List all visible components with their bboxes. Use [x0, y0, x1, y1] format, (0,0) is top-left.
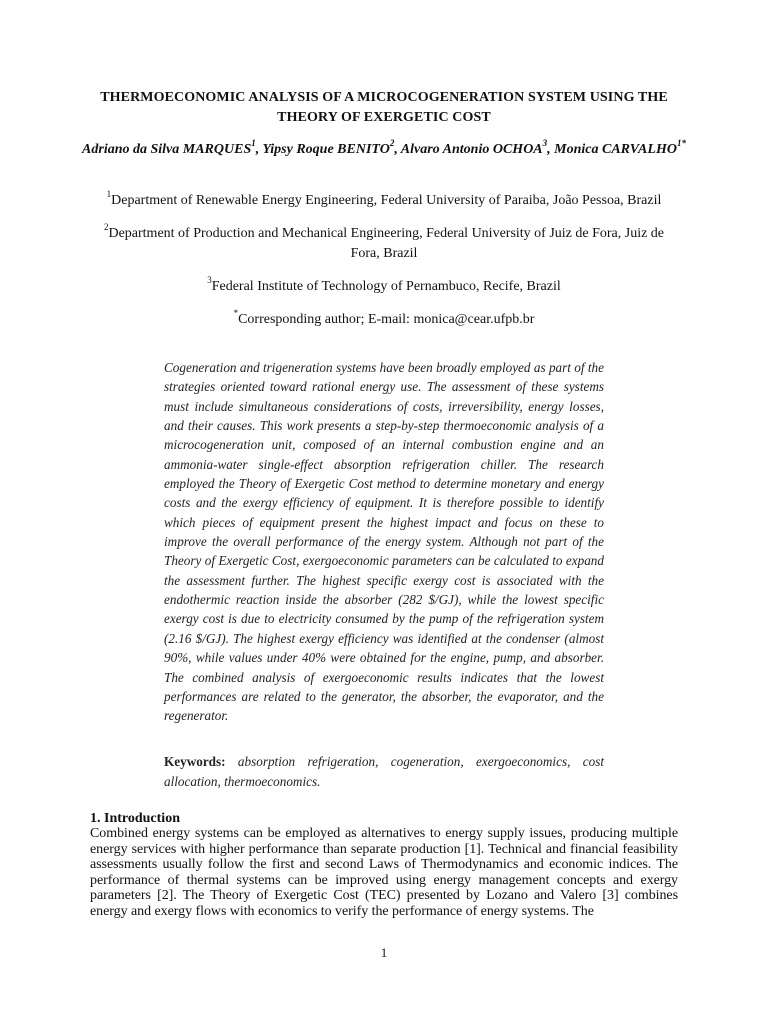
section-heading-introduction: 1. Introduction — [90, 811, 180, 826]
affiliation-superscript: 3 — [207, 275, 212, 286]
affiliation-superscript: 2 — [103, 222, 109, 233]
affiliation-3 — [90, 277, 678, 297]
corresponding-author-text: Corresponding author; E-mail: monica@cear.ufpb.br — [238, 312, 535, 327]
author-name: Alvaro Antonio OCHOA — [400, 142, 543, 157]
keywords-label: Keywords: — [164, 754, 226, 769]
author-list: Adriano da Silva MARQUES$^1$, Yipsy Roque BENITO$^2$, Alvaro Antonio OCHOA$^3$, Monica $CARVALHO^{1*}$ — [82, 138, 686, 157]
keywords-text: absorption refrigeration, cogeneration, exergoeconomics, cost allocation, thermoeconomics. — [164, 754, 604, 789]
author-superscript: 3 — [542, 138, 548, 149]
paper-title: THERMOECONOMIC ANALYSIS OF A MICROCOGENERATION SYSTEM USING THE THEORY OF EXERGETIC COST — [100, 90, 668, 125]
affiliation-superscript: 1 — [106, 189, 112, 200]
keywords — [164, 752, 604, 791]
corresponding-superscript: * — [233, 308, 239, 319]
corresponding-author — [90, 310, 678, 330]
author-superscript: 1* — [676, 138, 686, 149]
affiliation-text: Federal Institute of Technology of Pernambuco, Recife, Brazil — [211, 279, 561, 294]
affiliation-text: Department of Production and Mechanical Engineering, Federal University of Juiz de Fora, Juiz de Fora, Brazil — [108, 226, 665, 261]
author-superscript: 2 — [389, 138, 395, 149]
author-superscript: 1 — [251, 138, 256, 149]
affiliation-2 — [90, 224, 678, 264]
author-name: Yipsy Roque BENITO — [262, 142, 390, 157]
abstract-text: Cogeneration and trigeneration systems have been broadly employed as part of the strategies oriented toward rational energy use. The assessment of these systems must include simultaneous considerations of costs, irreversibility, energy losses, and their causes. This work presents a step-by-step thermoeconomic analysis of a microcogeneration unit, composed of an internal combustion engine and an ammonia-water single-effect absorption refrigeration chiller. The research employed the Theory of Exergetic Cost method to determine monetary and energy costs and the exergy efficiency of equipment. It is therefore possible to identify which pieces of equipment present the highest impact and focus on these to improve the overall performance of the energy system. Although not part of the Theory of Exergetic Cost, exergoeconomic parameters can be calculated to expand the assessment further. The highest specific exergy cost is associated with the endothermic reaction inside the absorber (282 $/GJ), while the lowest specific exergy cost is due to electricity consumed by the pump of the refrigeration system (2.16 $/GJ). The highest exergy efficiency was identified at the condenser (almost 90%, while values under 40% were obtained for the engine, pump, and absorber. The combined analysis of exergoeconomic results indicates that the lowest performances are related to the generator, the absorber, the evaporator, and the regenerator. — [164, 360, 604, 724]
introduction-paragraph: Combined energy systems can be employed as alternatives to energy supply issues, producing multiple energy services with higher performance than separate production [1]. Technical and financial feasibility assessments usually follow the first and second Laws of Thermodynamics and economic indices. The performance of thermal systems can be improved using energy management concepts and exergy parameters [2]. The Theory of Exergetic Cost (TEC) presented by Lozano and Valero [3] combines energy and exergy flows with economics to verify the performance of energy systems. The — [90, 826, 678, 919]
author-name: Adriano da Silva MARQUES — [82, 142, 252, 157]
page-number: 1 — [380, 945, 388, 960]
affiliation-1 — [90, 191, 678, 211]
author-name: Monica CARVALHO — [554, 142, 677, 157]
affiliation-text: Department of Renewable Energy Engineering, Federal University of Paraiba, João Pessoa, Brazil — [111, 193, 662, 208]
